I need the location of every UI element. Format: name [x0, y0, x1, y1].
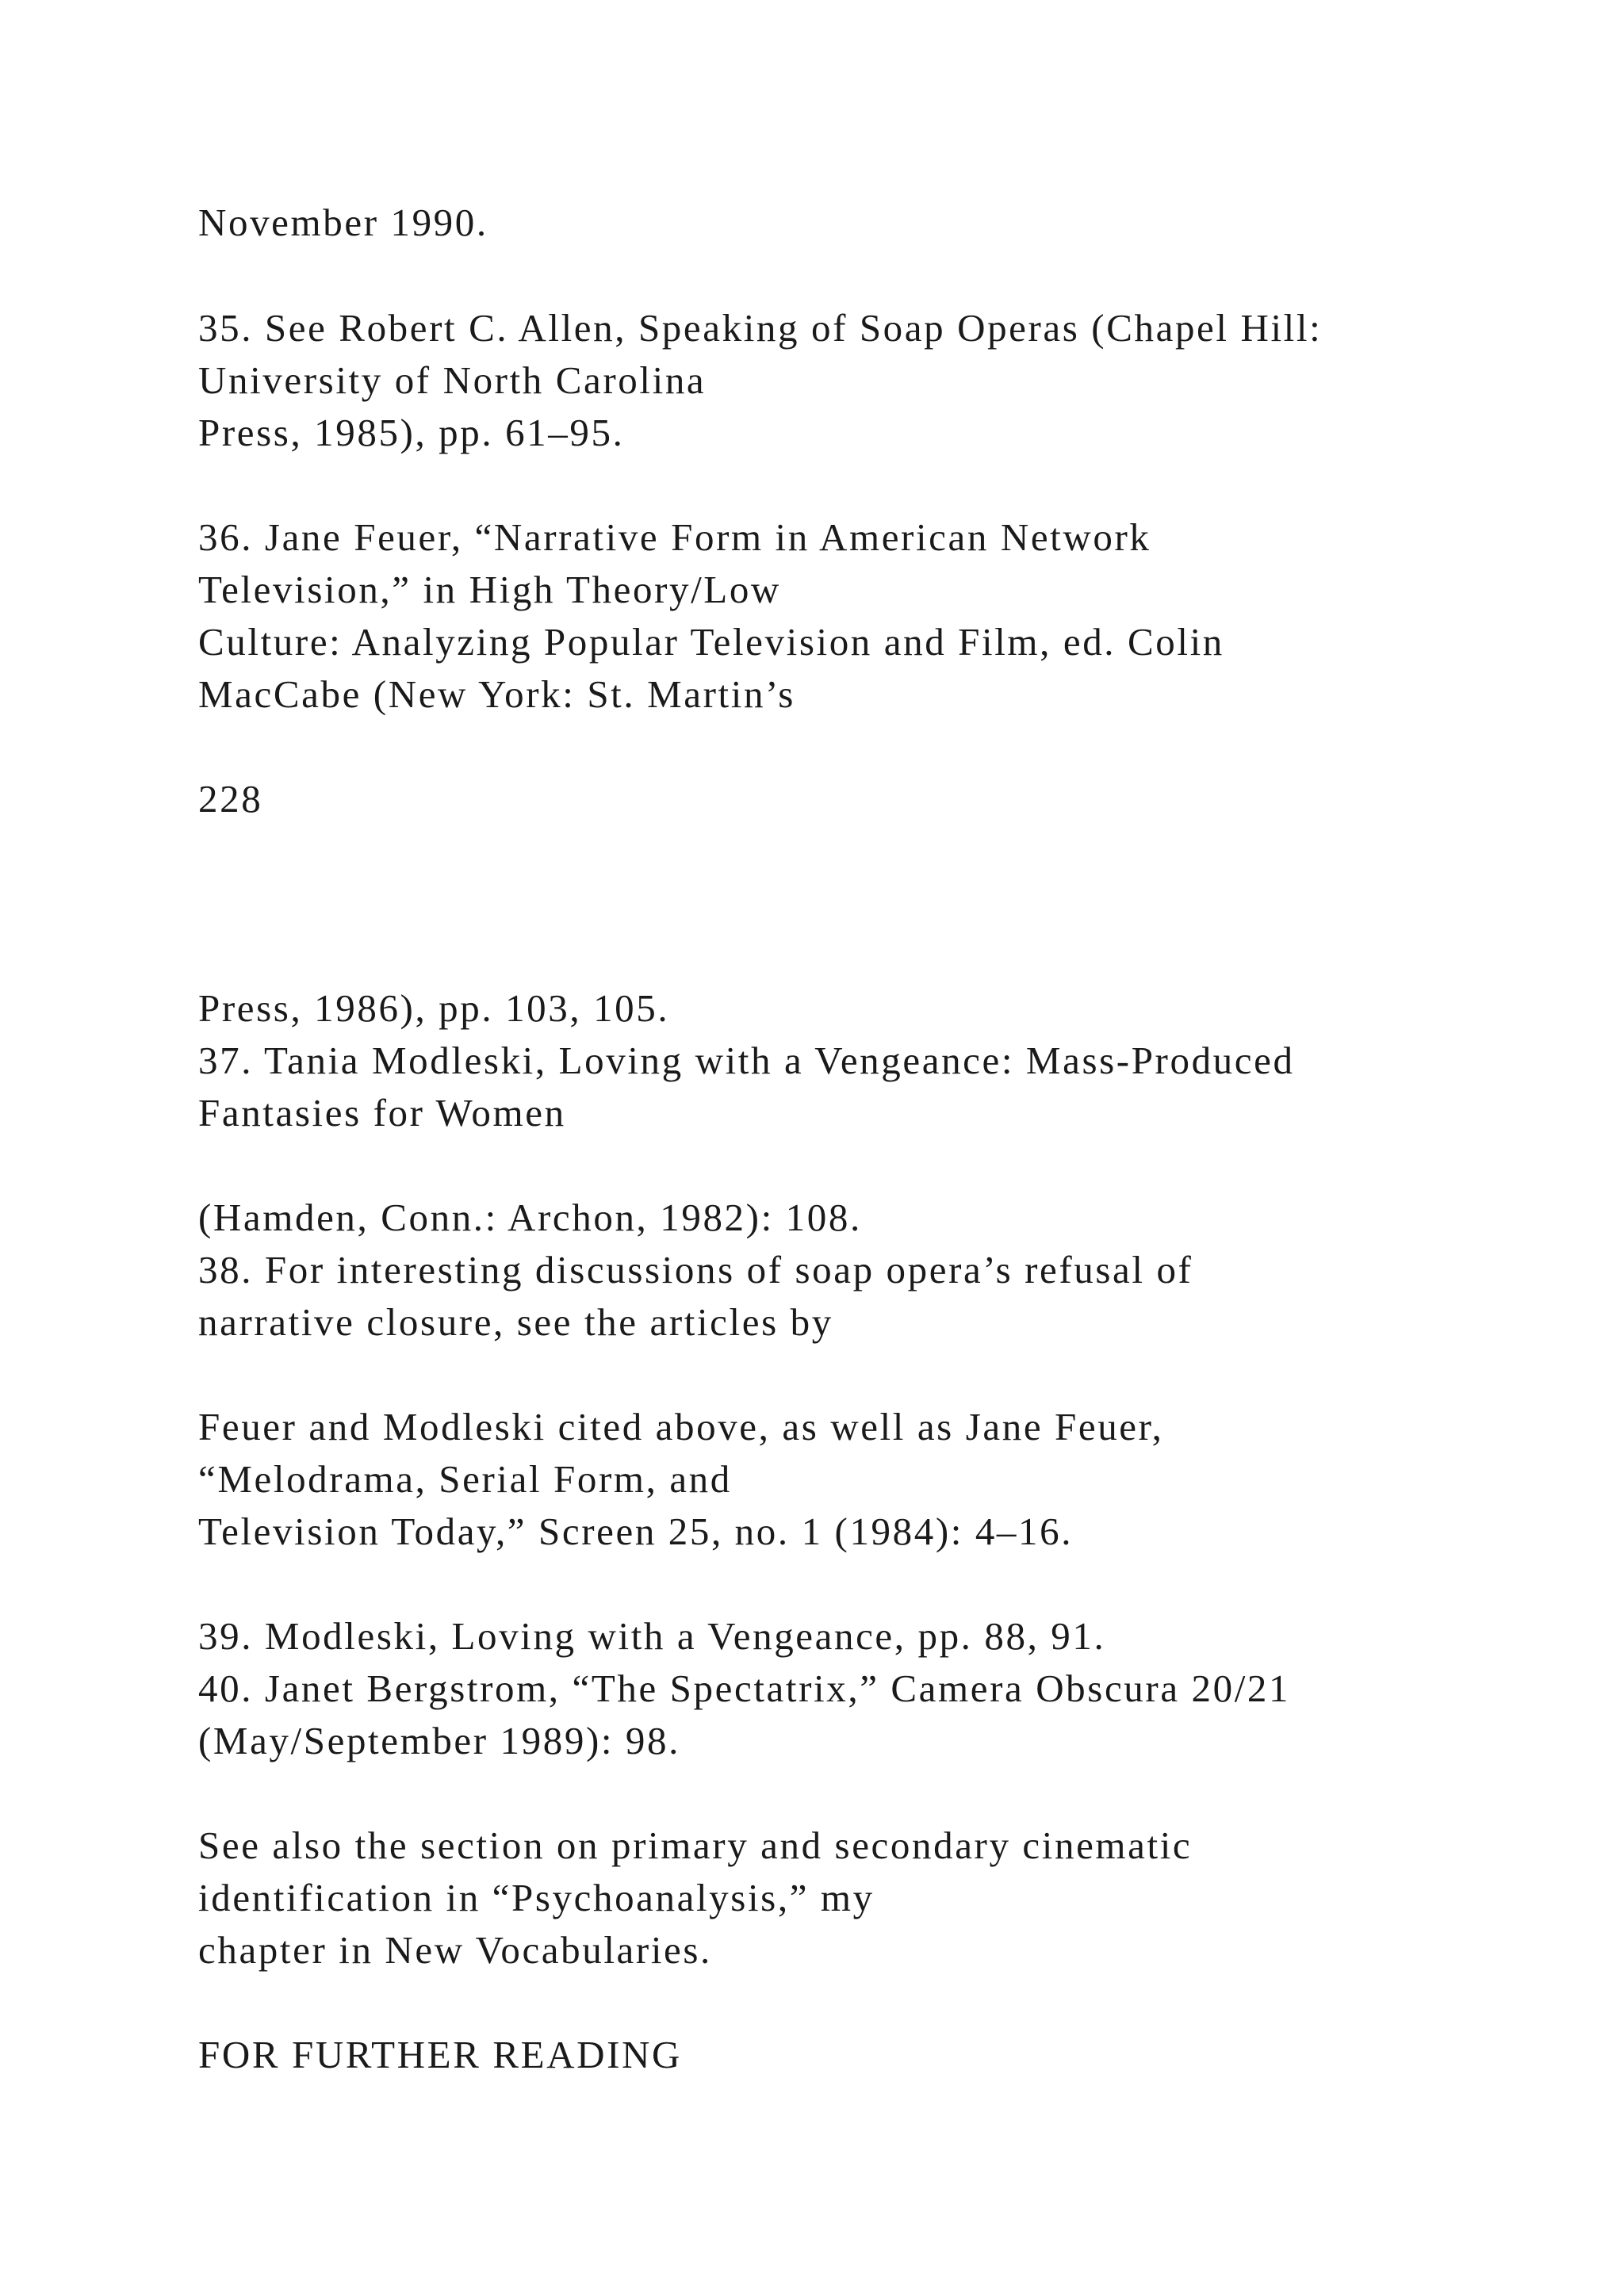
text-line: Television,” in High Theory/Low	[198, 568, 781, 611]
text-line: chapter in New Vocabularies.	[198, 1928, 712, 1972]
text-line: Press, 1986), pp. 103, 105.	[198, 986, 670, 1030]
note-38-line: 38. For interesting discussions of soap opera’s refusal of	[198, 1248, 1193, 1292]
note-39-line: 39. Modleski, Loving with a Vengeance, pp. 88, 91.	[198, 1614, 1106, 1658]
text-line: Feuer and Modleski cited above, as well as Jane Feuer,	[198, 1405, 1164, 1448]
text-line: (May/September 1989): 98.	[198, 1719, 680, 1762]
text-line: See also the section on primary and secondary cinematic	[198, 1823, 1193, 1867]
text-line: Fantasies for Women	[198, 1091, 566, 1135]
section-heading: FOR FURTHER READING	[198, 2033, 683, 2076]
text-line: narrative closure, see the articles by	[198, 1300, 833, 1344]
text-line: Culture: Analyzing Popular Television and Film, ed. Colin	[198, 620, 1224, 664]
text-line: University of North Carolina	[198, 358, 707, 402]
text-line: Press, 1985), pp. 61–95.	[198, 411, 625, 454]
text-line: identification in “Psychoanalysis,” my	[198, 1876, 875, 1919]
text-line: November 1990.	[198, 201, 488, 244]
note-36-line: 36. Jane Feuer, “Narrative Form in American Network	[198, 515, 1151, 559]
text-line: Television Today,” Screen 25, no. 1 (1984): 4–16.	[198, 1510, 1074, 1553]
note-37-line: 37. Tania Modleski, Loving with a Vengeance: Mass-Produced	[198, 1039, 1295, 1082]
text-line: (Hamden, Conn.: Archon, 1982): 108.	[198, 1196, 862, 1239]
text-line: “Melodrama, Serial Form, and	[198, 1457, 732, 1501]
note-35-line: 35. See Robert C. Allen, Speaking of Soap Operas (Chapel Hill:	[198, 306, 1323, 350]
page-number: 228	[198, 777, 263, 821]
text-line: MacCabe (New York: St. Martin’s	[198, 672, 795, 716]
note-40-line: 40. Janet Bergstrom, “The Spectatrix,” Camera Obscura 20/21	[198, 1667, 1291, 1710]
